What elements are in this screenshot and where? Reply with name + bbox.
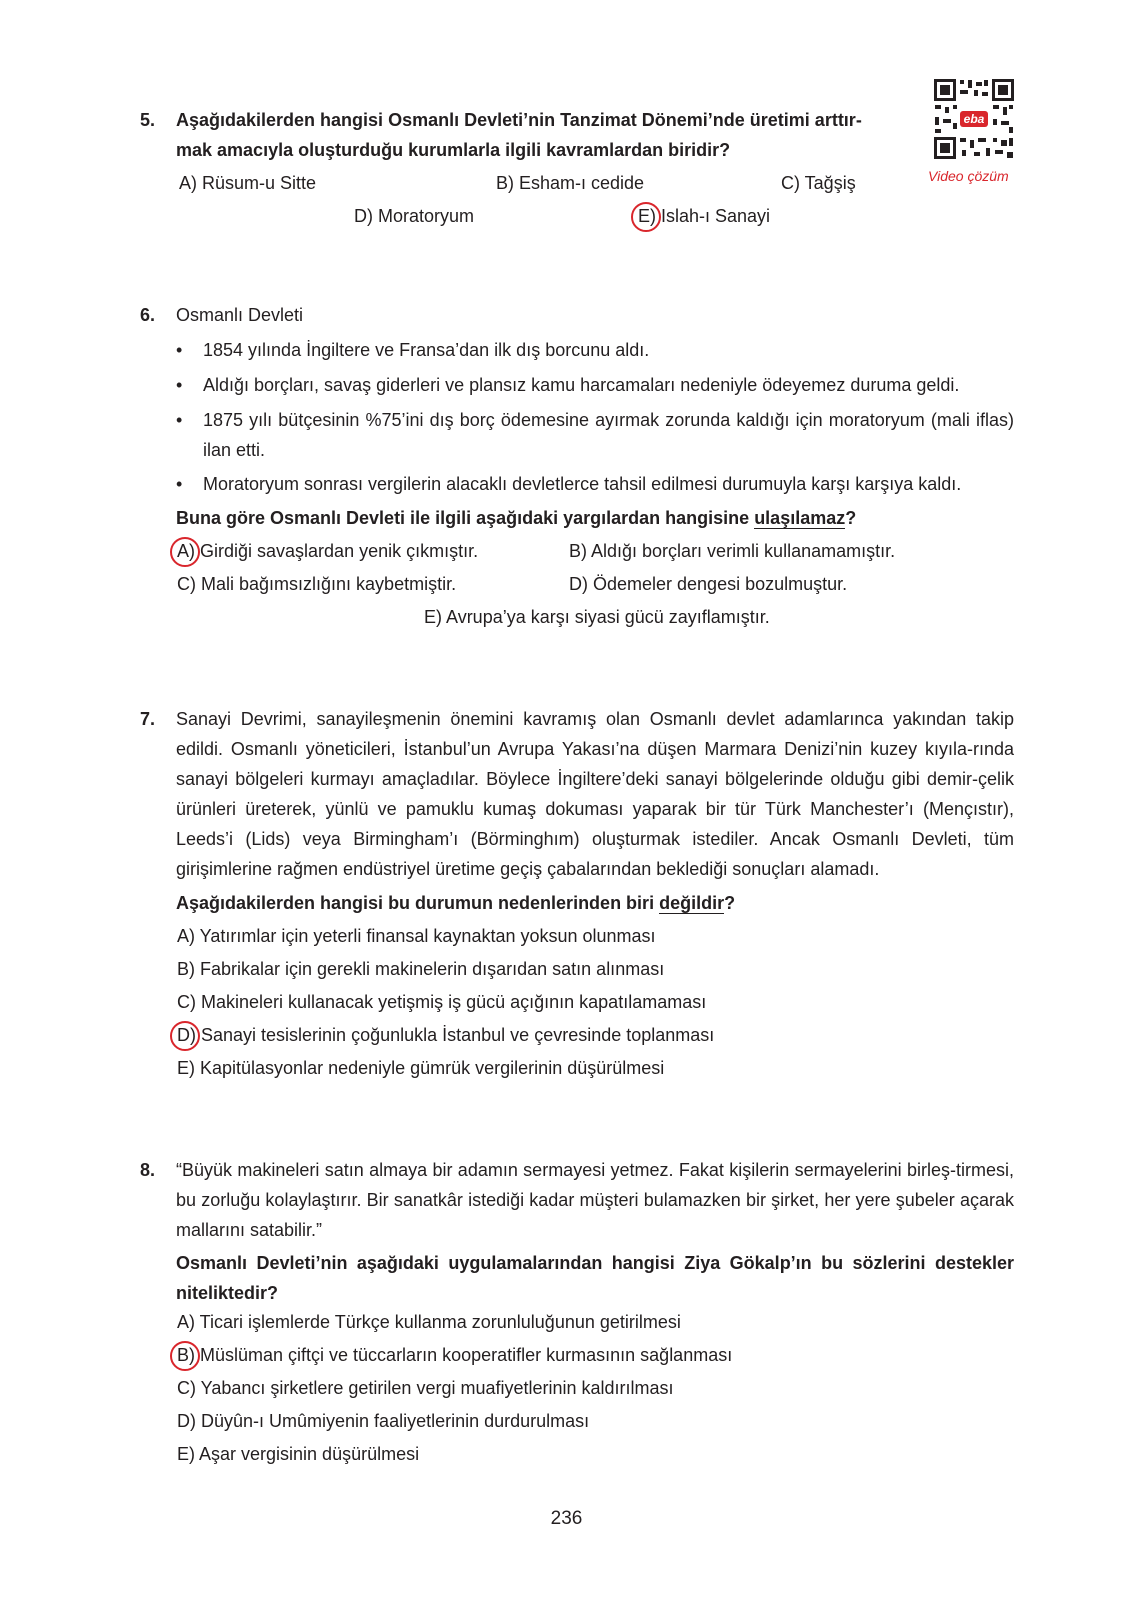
question-5-option-a[interactable]: A) Rüsum-u Sitte [179, 173, 317, 193]
question-5-option-b[interactable]: B) Esham-ı cedide [496, 173, 645, 193]
bullet-marker: • [176, 410, 183, 430]
question-8-option-b[interactable]: B) Müslüman çiftçi ve tüccarların kooperatifler kurmasının sağlanması [177, 1345, 733, 1365]
question-6-option-c[interactable]: C) Mali bağımsızlığını kaybetmiştir. [177, 574, 457, 594]
question-7-option-c[interactable]: C) Makineleri kullanacak yetişmiş iş gücü açığının kapatılamaması [177, 992, 707, 1012]
question-5-number: 5. [140, 110, 156, 130]
question-6-bullet-1: 1854 yılında İngiltere ve Fransa’dan ilk dış borcunu aldı. [203, 340, 650, 360]
question-8-question: Osmanlı Devleti’nin aşağıdaki uygulamalarından hangisi Ziya Gökalp’ın bu sözlerini destekler niteliktedir? [176, 1253, 1014, 1303]
question-8-option-a[interactable]: A) Ticari işlemlerde Türkçe kullanma zorunluluğunun getirilmesi [177, 1312, 681, 1332]
bullet-marker: • [176, 474, 183, 494]
question-5-stem-line1: Aşağıdakilerden hangisi Osmanlı Devleti’nin Tanzimat Dönemi’nde üretimi arttır- [176, 110, 862, 130]
question-6-option-e[interactable]: E) Avrupa’ya karşı siyasi gücü zayıflamıştır. [424, 607, 770, 627]
question-7-option-b[interactable]: B) Fabrikalar için gerekli makinelerin dışarıdan satın alınması [177, 959, 665, 979]
question-6-bullet-2: Aldığı borçları, savaş giderleri ve plansız kamu harcamaları nedeniyle ödeyemez duruma geldi. [203, 375, 960, 395]
qr-code-icon[interactable] [933, 78, 1015, 160]
question-6-option-b[interactable]: B) Aldığı borçları verimli kullanamamıştır. [569, 541, 896, 561]
answer-circle-q8 [170, 1341, 200, 1371]
question-8-option-d[interactable]: D) Düyûn-ı Umûmiyenin faaliyetlerinin durdurulması [177, 1411, 590, 1431]
bullet-marker: • [176, 340, 183, 360]
question-6-question: Buna göre Osmanlı Devleti ile ilgili aşağıdaki yargılardan hangisine ulaşılamaz? [176, 508, 857, 528]
question-5-option-e[interactable]: E) Islah-ı Sanayi [638, 206, 771, 226]
answer-circle-q7 [170, 1021, 200, 1051]
question-7-number: 7. [140, 709, 156, 729]
question-6-option-a[interactable]: A) Girdiği savaşlardan yenik çıkmıştır. [177, 541, 479, 561]
question-8-option-c[interactable]: C) Yabancı şirketlere getirilen vergi muafiyetlerinin kaldırılması [177, 1378, 674, 1398]
question-8-option-e[interactable]: E) Aşar vergisinin düşürülmesi [177, 1444, 420, 1464]
question-6-intro: Osmanlı Devleti [176, 305, 304, 325]
question-5-option-c[interactable]: C) Tağşiş [781, 173, 856, 193]
question-8-quote: “Büyük makineleri satın almaya bir adamın sermayesi yetmez. Fakat kişilerin sermayelerini birleş-tirmesi, bu zorluğu kolaylaştırır. Bir sanatkâr istediği kadar müşteri bulamazken bir şirket, her yere şubeler açarak mallarını satabilir.” [176, 1160, 1014, 1240]
question-7-stem: Sanayi Devrimi, sanayileşmenin önemini kavramış olan Osmanlı devlet adamlarınca yakından takip edildi. Osmanlı yöneticileri, İstanbul’un Avrupa Yakası’na düşen Marmara Denizi’nin kuzey kıyıla-rında sanayi bölgeleri kurmayı amaçladılar. Böylece İngiltere’deki sanayi bölgelerinde olduğu gibi demir-çelik ürünleri üreterek, yünlü ve pamuklu kumaş dokuması yaparak bir tür Türk Manchester’ı (Mençıstır), Leeds’i (Lids) veya Birmingham’ı (Börminghım) oluşturmak istediler. Ancak Osmanlı Devleti, tüm girişimlerine rağmen endüstriyel üretime geçiş çabalarından beklediği sonuçları alamadı. [176, 709, 1014, 879]
bullet-marker: • [176, 375, 183, 395]
page-number: 236 [550, 1508, 583, 1529]
question-6-option-d[interactable]: D) Ödemeler dengesi bozulmuştur. [569, 574, 848, 594]
video-solution-label[interactable]: Video çözüm [928, 168, 1009, 184]
question-5-stem-line2: mak amacıyla oluşturduğu kurumlarla ilgili kavramlardan biridir? [176, 140, 731, 160]
question-6-bullet-4: Moratoryum sonrası vergilerin alacaklı devletlerce tahsil edilmesi durumuyla karşı karşıya kaldı. [203, 474, 962, 494]
question-6-number: 6. [140, 305, 156, 325]
question-7-option-e[interactable]: E) Kapitülasyonlar nedeniyle gümrük vergilerinin düşürülmesi [177, 1058, 665, 1078]
question-6-bullet-3: 1875 yılı bütçesinin %75’ini dış borç ödemesine ayırmak zorunda kaldığı için moratoryum (mali iflas) ilan etti. [203, 410, 1014, 460]
negative-keyword: değildir [659, 893, 725, 913]
question-7-option-d[interactable]: D) Sanayi tesislerinin çoğunlukla İstanbul ve çevresinde toplanması [177, 1025, 715, 1045]
question-7-option-a[interactable]: A) Yatırımlar için yeterli finansal kaynaktan yoksun olunması [177, 926, 656, 946]
question-5-option-d[interactable]: D) Moratoryum [354, 206, 475, 226]
negative-keyword: ulaşılamaz [754, 508, 846, 528]
question-8-number: 8. [140, 1160, 156, 1180]
answer-circle-q6 [170, 537, 200, 567]
eba-logo: eba [963, 112, 985, 126]
answer-circle-q5 [631, 202, 661, 232]
question-7-question: Aşağıdakilerden hangisi bu durumun nedenlerinden biri değildir? [176, 893, 736, 913]
